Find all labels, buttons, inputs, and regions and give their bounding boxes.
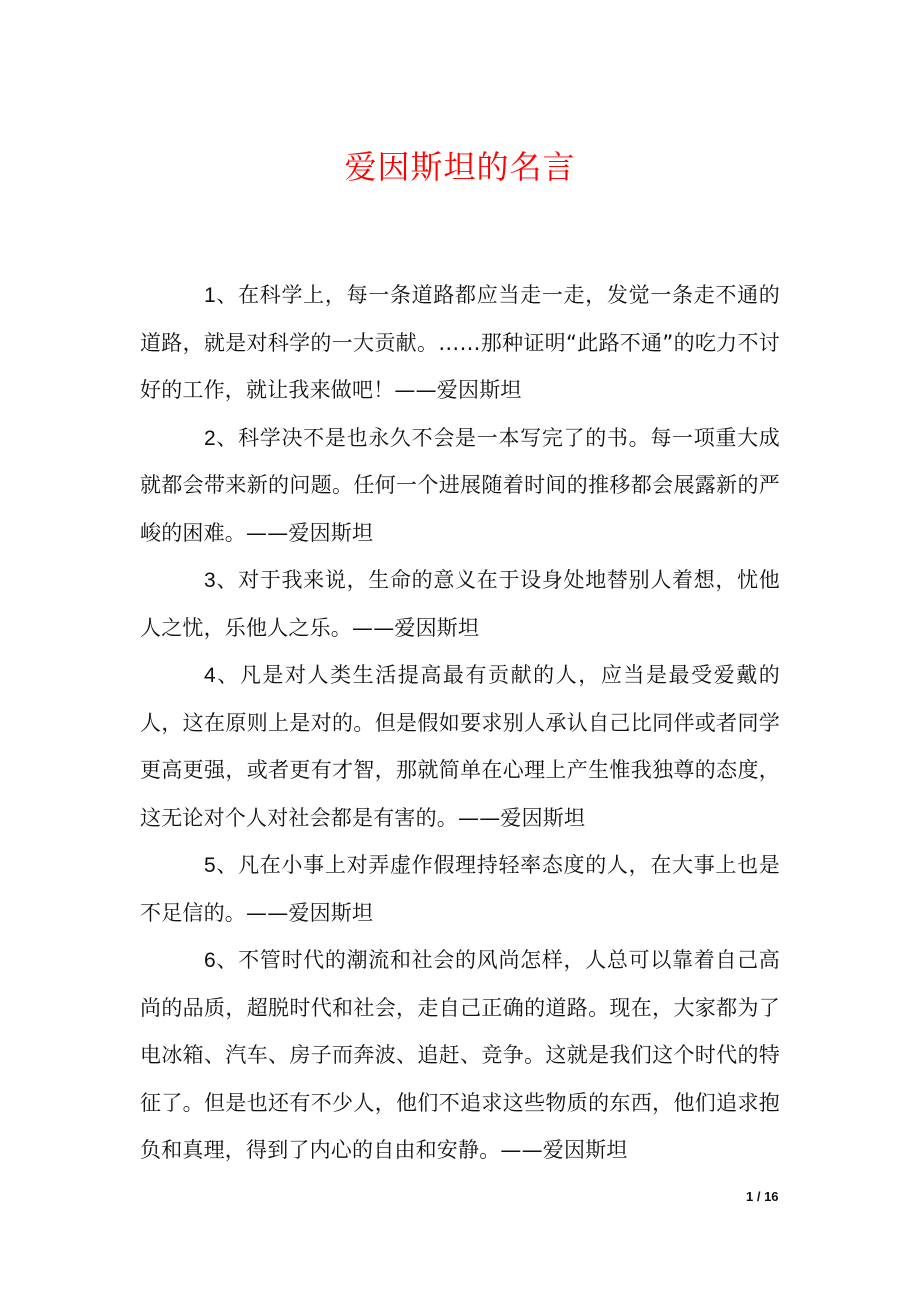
quote-text: 、在科学上，每一条道路都应当走一走，发觉一条走不通的道路，就是对科学的一大贡献。……那种证明“此路不通”的吃力不讨好的工作，就让我来做吧！——爱因斯坦	[140, 283, 780, 402]
quote-number: 1	[204, 284, 216, 307]
quote-number: 3	[204, 569, 216, 592]
quote-text: 、对于我来说，生命的意义在于设身处地替别人着想，忧他人之忧，乐他人之乐。——爱因斯坦	[140, 568, 780, 640]
quote-number: 5	[204, 854, 216, 877]
quote-text: 、凡在小事上对弄虚作假理持轻率态度的人，在大事上也是不足信的。——爱因斯坦	[140, 853, 780, 925]
quote-text: 、凡是对人类生活提高最有贡献的人，应当是最受爱戴的人，这在原则上是对的。但是假如要求别人承认自己比同伴或者同学更高更强，或者更有才智，那就简单在心理上产生惟我独尊的态度，这无论对个人对社会都是有害的。——爱因斯坦	[140, 663, 780, 830]
quote-number: 2	[204, 426, 216, 450]
quote-paragraph-5	[140, 842, 780, 937]
quote-paragraph-2	[140, 415, 780, 558]
quote-text: 、不管时代的潮流和社会的风尚怎样，人总可以靠着自己高尚的品质，超脱时代和社会，走自己正确的道路。现在，大家都为了电冰箱、汽车、房子而奔波、追赶、竞争。这就是我们这个时代的特征了。但是也还有不少人，他们不追求这些物质的东西，他们追求抱负和真理，得到了内心的自由和安静。——爱因斯坦	[140, 948, 780, 1162]
quote-paragraph-3	[140, 557, 780, 652]
quote-number: 4	[204, 664, 216, 687]
quote-paragraph-4	[140, 652, 780, 842]
page-number: 1 / 16	[746, 1189, 779, 1204]
quote-number: 6	[204, 949, 216, 972]
quote-text: 、科学决不是也永久不会是一本写完了的书。每一项重大成就都会带来新的问题。任何一个进展随着时间的推移都会展露新的严峻的困难。——爱因斯坦	[140, 425, 780, 545]
quote-paragraph-6	[140, 937, 780, 1175]
quote-paragraph-1	[140, 272, 780, 415]
document-body	[140, 272, 780, 1175]
document-title: 爱因斯坦的名言	[344, 148, 576, 186]
